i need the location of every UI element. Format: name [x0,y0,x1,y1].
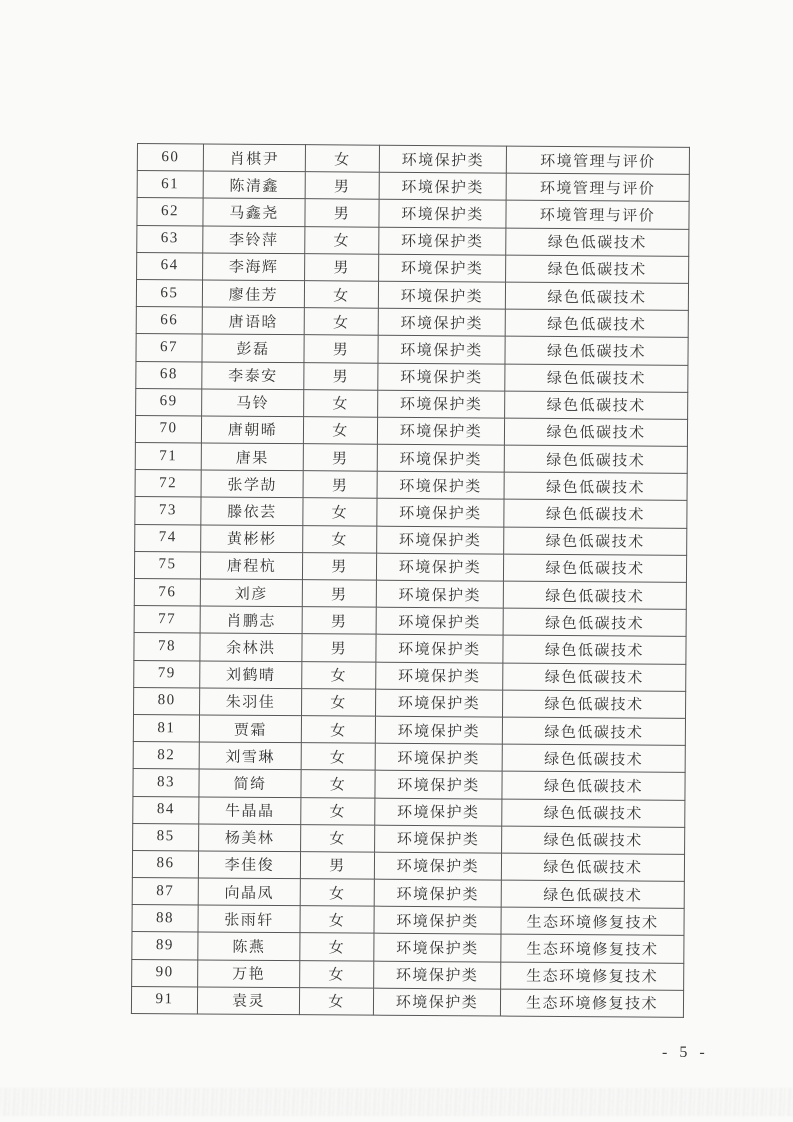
cell-gender: 女 [302,661,376,689]
cell-row-number: 78 [134,633,200,661]
cell-row-number: 85 [133,823,199,851]
table-row [134,687,686,718]
cell-name: 牛晶晶 [199,796,301,824]
table-row [137,252,689,283]
cell-category: 环境保护类 [376,580,503,608]
roster-table [131,143,690,1018]
cell-specialty: 绿色低碳技术 [504,445,687,473]
cell-category: 环境保护类 [379,172,506,200]
cell-row-number: 68 [136,361,202,389]
cell-name: 刘雪琳 [199,742,301,770]
cell-name: 唐果 [201,443,303,471]
cell-category: 环境保护类 [375,770,502,798]
cell-specialty: 生态环境修复技术 [501,962,684,990]
cell-gender: 男 [300,852,374,880]
cell-gender: 女 [304,389,378,417]
cell-name: 廖佳芳 [202,280,304,308]
cell-gender: 女 [300,906,374,934]
cell-gender: 女 [301,797,375,825]
cell-specialty: 绿色低碳技术 [505,364,688,392]
table-row [133,823,685,854]
cell-gender: 男 [302,552,376,580]
cell-row-number: 90 [132,959,198,987]
cell-name: 朱羽佳 [200,688,302,716]
roster-table-body [131,144,689,1018]
cell-specialty: 绿色低碳技术 [501,853,684,881]
cell-gender: 女 [302,688,376,716]
table-row [133,742,685,773]
cell-row-number: 77 [134,606,200,634]
cell-specialty: 绿色低碳技术 [502,771,685,799]
cell-specialty: 生态环境修复技术 [501,907,684,935]
cell-category: 环境保护类 [377,499,504,527]
table-row [131,986,683,1017]
cell-specialty: 绿色低碳技术 [505,336,688,364]
cell-name: 简绮 [199,769,301,797]
cell-name: 肖棋尹 [203,144,305,172]
cell-gender: 女 [303,417,377,445]
cell-specialty: 绿色低碳技术 [504,418,687,446]
cell-gender: 女 [305,145,379,173]
cell-category: 环境保护类 [374,852,501,880]
table-row [133,796,685,827]
cell-gender: 男 [302,634,376,662]
cell-category: 环境保护类 [377,444,504,472]
cell-row-number: 69 [136,388,202,416]
cell-name: 杨美林 [199,824,301,852]
cell-name: 贾霜 [199,715,301,743]
cell-specialty: 绿色低碳技术 [504,472,687,500]
cell-specialty: 环境管理与评价 [506,146,689,174]
cell-row-number: 88 [132,905,198,933]
scan-noise-artifact [0,1088,793,1116]
cell-name: 张学劼 [201,470,303,498]
cell-gender: 女 [299,987,373,1015]
cell-name: 张雨轩 [198,905,300,933]
cell-category: 环境保护类 [376,607,503,635]
table-row [132,850,684,881]
cell-specialty: 绿色低碳技术 [505,391,688,419]
cell-specialty: 生态环境修复技术 [500,989,683,1017]
cell-name: 万艳 [198,960,300,988]
cell-category: 环境保护类 [375,743,502,771]
cell-category: 环境保护类 [379,145,506,173]
cell-row-number: 91 [131,986,197,1014]
table-row [132,932,684,963]
cell-category: 环境保护类 [378,336,505,364]
cell-gender: 男 [305,172,379,200]
cell-name: 袁灵 [197,987,299,1015]
table-row [137,198,689,229]
cell-category: 环境保护类 [374,961,501,989]
cell-specialty: 绿色低碳技术 [503,608,686,636]
cell-gender: 男 [303,444,377,472]
cell-category: 环境保护类 [378,390,505,418]
cell-name: 刘彦 [200,579,302,607]
cell-name: 陈燕 [198,932,300,960]
roster-table-container [131,143,690,1018]
cell-row-number: 67 [136,334,202,362]
cell-category: 环境保护类 [374,934,501,962]
cell-row-number: 71 [135,443,201,471]
cell-name: 马铃 [202,389,304,417]
cell-row-number: 89 [132,932,198,960]
table-row [134,606,686,637]
cell-name: 余林洪 [200,633,302,661]
cell-category: 环境保护类 [375,825,502,853]
cell-category: 环境保护类 [374,906,501,934]
cell-gender: 男 [304,335,378,363]
cell-gender: 男 [305,253,379,281]
cell-row-number: 66 [136,307,202,335]
table-row [134,633,686,664]
cell-gender: 男 [302,580,376,608]
table-row [135,524,687,555]
cell-category: 环境保护类 [376,662,503,690]
cell-category: 环境保护类 [379,200,506,228]
cell-specialty: 生态环境修复技术 [501,934,684,962]
cell-name: 马鑫尧 [203,198,305,226]
cell-category: 环境保护类 [375,798,502,826]
cell-name: 唐语晗 [202,307,304,335]
cell-specialty: 绿色低碳技术 [503,663,686,691]
cell-name: 刘鹤晴 [200,661,302,689]
cell-category: 环境保护类 [378,281,505,309]
cell-gender: 男 [302,607,376,635]
cell-name: 李海辉 [203,253,305,281]
table-row [134,578,686,609]
cell-name: 唐朝晞 [201,416,303,444]
cell-specialty: 绿色低碳技术 [506,228,689,256]
cell-gender: 男 [305,199,379,227]
cell-row-number: 76 [134,578,200,606]
cell-row-number: 87 [132,878,198,906]
cell-category: 环境保护类 [377,471,504,499]
table-row [136,361,688,392]
cell-row-number: 86 [132,850,198,878]
cell-category: 环境保护类 [378,363,505,391]
table-row [133,714,685,745]
cell-specialty: 绿色低碳技术 [503,690,686,718]
cell-row-number: 63 [137,225,203,253]
cell-row-number: 79 [134,660,200,688]
cell-name: 滕依芸 [201,497,303,525]
cell-specialty: 绿色低碳技术 [502,826,685,854]
table-row [136,279,688,310]
table-row [137,171,689,202]
cell-gender: 女 [304,308,378,336]
cell-specialty: 绿色低碳技术 [502,799,685,827]
cell-gender: 女 [301,743,375,771]
cell-row-number: 60 [137,144,203,172]
cell-row-number: 81 [133,714,199,742]
cell-specialty: 绿色低碳技术 [504,527,687,555]
cell-row-number: 82 [133,742,199,770]
cell-category: 环境保护类 [376,689,503,717]
cell-row-number: 73 [135,497,201,525]
cell-name: 黄彬彬 [201,525,303,553]
cell-category: 环境保护类 [378,308,505,336]
cell-specialty: 绿色低碳技术 [502,744,685,772]
cell-row-number: 62 [137,198,203,226]
cell-category: 环境保护类 [373,988,500,1016]
table-row [135,470,687,501]
cell-gender: 女 [300,879,374,907]
cell-gender: 女 [305,226,379,254]
table-row [133,769,685,800]
cell-specialty: 绿色低碳技术 [502,717,685,745]
cell-row-number: 74 [135,524,201,552]
table-row [135,443,687,474]
cell-row-number: 83 [133,769,199,797]
cell-specialty: 绿色低碳技术 [505,282,688,310]
cell-specialty: 绿色低碳技术 [503,635,686,663]
cell-category: 环境保护类 [379,227,506,255]
cell-gender: 女 [301,824,375,852]
table-row [137,144,689,175]
table-row [136,334,688,365]
cell-specialty: 绿色低碳技术 [504,500,687,528]
cell-row-number: 72 [135,470,201,498]
cell-gender: 女 [300,960,374,988]
cell-gender: 女 [301,716,375,744]
cell-gender: 女 [300,933,374,961]
cell-name: 唐程杭 [200,552,302,580]
cell-specialty: 绿色低碳技术 [505,309,688,337]
page-number: - 5 - [662,1044,709,1061]
cell-row-number: 80 [134,687,200,715]
table-row [132,905,684,936]
cell-gender: 女 [301,770,375,798]
cell-category: 环境保护类 [376,553,503,581]
table-row [134,551,686,582]
cell-name: 陈清鑫 [203,171,305,199]
cell-specialty: 绿色低碳技术 [503,554,686,582]
cell-category: 环境保护类 [377,417,504,445]
cell-specialty: 绿色低碳技术 [503,581,686,609]
cell-row-number: 75 [134,551,200,579]
cell-name: 彭磊 [202,334,304,362]
cell-row-number: 84 [133,796,199,824]
cell-name: 李泰安 [202,361,304,389]
cell-row-number: 65 [136,279,202,307]
table-row [132,878,684,909]
cell-specialty: 绿色低碳技术 [506,255,689,283]
cell-row-number: 70 [135,415,201,443]
cell-gender: 女 [304,281,378,309]
cell-name: 向晶凤 [198,878,300,906]
cell-row-number: 64 [137,252,203,280]
table-row [132,959,684,990]
cell-gender: 男 [303,471,377,499]
table-row [135,415,687,446]
cell-specialty: 绿色低碳技术 [501,880,684,908]
table-row [135,497,687,528]
cell-name: 李铃萍 [203,226,305,254]
cell-specialty: 环境管理与评价 [506,173,689,201]
cell-gender: 女 [303,525,377,553]
table-row [136,307,688,338]
table-row [136,388,688,419]
cell-category: 环境保护类 [379,254,506,282]
cell-category: 环境保护类 [376,635,503,663]
cell-gender: 女 [303,498,377,526]
cell-category: 环境保护类 [375,716,502,744]
cell-category: 环境保护类 [377,526,504,554]
cell-name: 李佳俊 [198,851,300,879]
cell-name: 肖鹏志 [200,606,302,634]
table-row [134,660,686,691]
cell-row-number: 61 [137,171,203,199]
cell-specialty: 环境管理与评价 [506,200,689,228]
table-row [137,225,689,256]
cell-gender: 男 [304,362,378,390]
cell-category: 环境保护类 [374,879,501,907]
